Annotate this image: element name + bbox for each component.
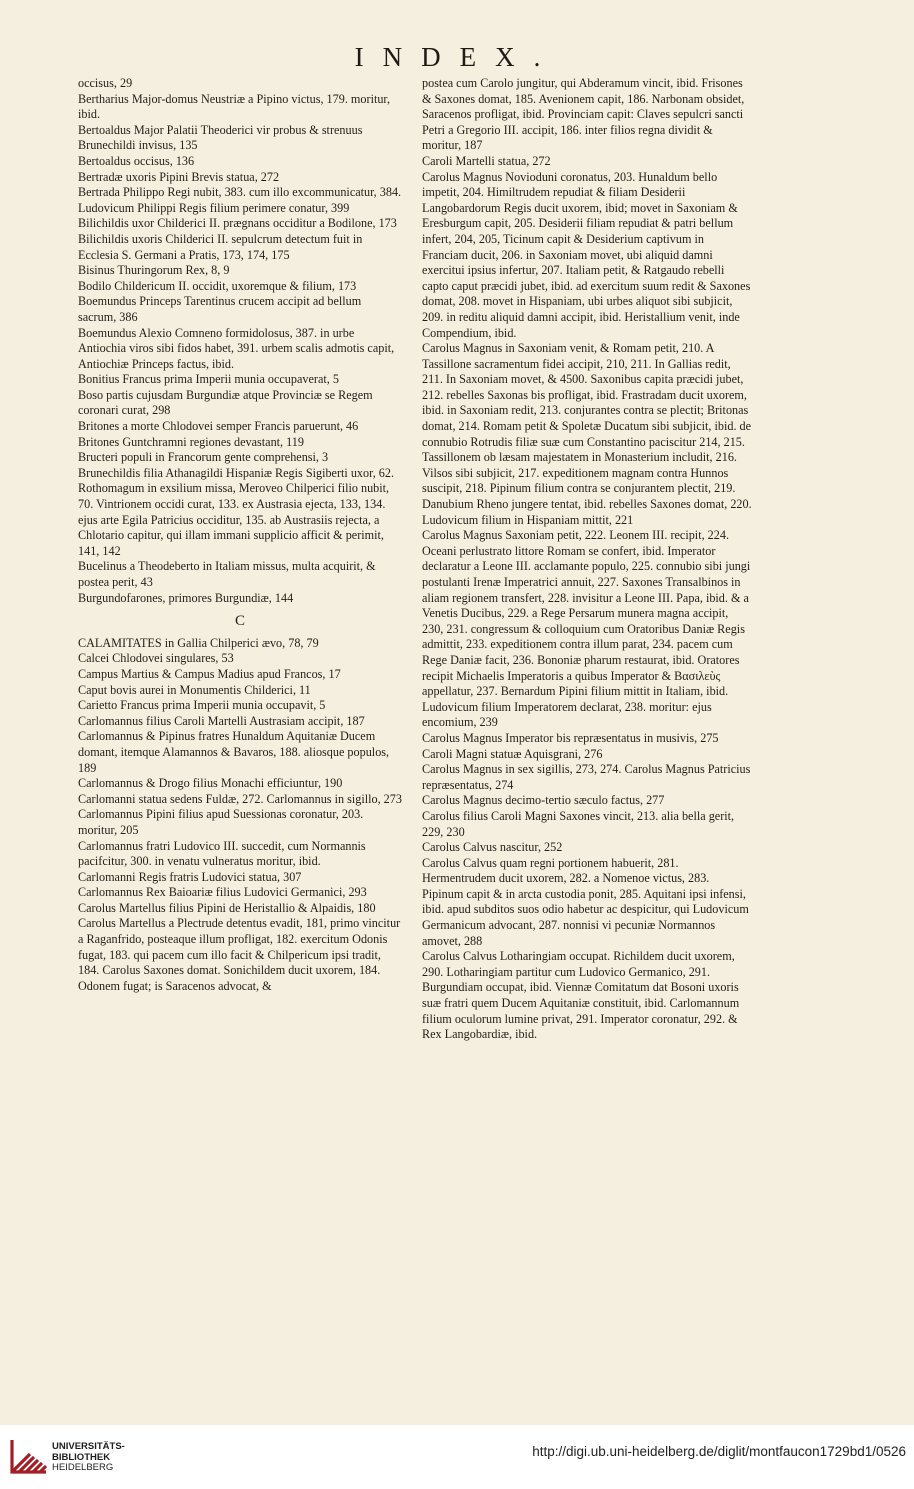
library-name-line: BIBLIOTHEK — [52, 1451, 111, 1463]
index-entry: Britones a morte Chlodovei semper Francis paruerunt, 46 — [78, 419, 359, 434]
index-entry: Caroli Magni statuæ Aquisgrani, 276 — [422, 746, 603, 761]
index-entry: Carlomannus filius Caroli Martelli Austrasiam accipit, 187 — [78, 713, 365, 728]
index-entry: Bisinus Thuringorum Rex, 8, 9 — [78, 263, 230, 278]
university-library-logo-icon — [10, 1438, 48, 1474]
index-entry: Bucelinus a Theodeberto in Italiam missus, multa acquirit, & postea perit, 43 — [78, 559, 376, 589]
index-entry: Bilichildis uxor Childerici II. prægnans occiditur a Bodilone, 173 — [78, 216, 397, 231]
index-entry: Carolus Magnus Imperator bis repræsentatus in musivis, 275 — [422, 730, 719, 745]
index-entry: Bertoaldus occisus, 136 — [78, 153, 195, 168]
index-entry: Carlomannus fratri Ludovico III. succedit, cum Normannis pacifcitur, 300. in venatu vulneratus moritur, ibid. — [78, 838, 366, 869]
index-entry: Caput bovis aurei in Monumentis Childerici, 11 — [78, 682, 311, 697]
index-entry: Carlomannus Pipini filius apud Suessionas coronatur, 203. moritur, 205 — [78, 807, 364, 837]
index-entry: Carolus Calvus quam regni portionem habuerit, 281. Hermentrudem ducit uxorem, 282. a Nomenoe victus, 283. Pipinum capit & in arcta custodia ponit, 285. Aquitani ipsi infensi, ibid. apud subditos suos odio habetur ac despicitur, qui Ludovicum Germanicum advocant, 287. nonnisi vi pecuniæ Normannos amovet, 288 — [422, 855, 749, 948]
index-entry: Carlomanni Regis fratris Ludovici statua, 307 — [78, 869, 302, 884]
index-entry: Carolus Magnus Novioduni coronatus, 203. Hunaldum bello impetit, 204. Himiltrudem repudiat & filiam Desiderii Langobardorum Regis ducit uxorem, ibid; movet in Saxoniam & Eresburgum capit, 205. Desiderii filiam repudiat & patri bellum infert, 204, 205, Ticinum capit & Desiderium captivum in Franciam ducit, 206. in Saxoniam movet, ubi aliquid damni exercitui ipsius infertur, 207. Italiam petit, & Ratgaudo rebelli capto caput præcidi jubet, ibid. ad exercitum suum redit & Saxones domat, 208. movet in Hispaniam, ubi urbes aliquot sibi subjicit, 209. in reditu aliquid damni accipit, ibid. Heristallium venit, inde Compendium, ibid. — [422, 169, 751, 340]
index-entry: Carolus Martellus filius Pipini de Heristallio & Alpaidis, 180 — [78, 900, 376, 915]
index-entry: CALAMITATES in Gallia Chilperici ævo, 78, 79 — [78, 635, 319, 650]
index-entry: Boso partis cujusdam Burgundiæ atque Provinciæ se Regem coronari curat, 298 — [78, 387, 373, 418]
index-entry: postea cum Carolo jungitur, qui Abderamum vincit, ibid. Frisones & Saxones domat, 185. Avenionem capit, 186. Narbonam obsidet, Saracenos profligat, ibid. Provinciam capit: Claves sepulcri sancti Petri a Gregorio III. accipit, 186. inter filios regna dividit & moritur, 187 — [422, 76, 745, 153]
index-entry: Carietto Francus prima Imperii munia occupavit, 5 — [78, 698, 326, 713]
index-entry: Bertradæ uxoris Pipini Brevis statua, 272 — [78, 169, 280, 184]
index-entry: Caroli Martelli statua, 272 — [422, 153, 551, 168]
index-entry: Carlomanni statua sedens Fuldæ, 272. Carlomannus in sigillo, 273 — [78, 791, 402, 806]
page-title: INDEX. — [354, 42, 560, 72]
index-entry: Carolus Magnus Saxoniam petit, 222. Leonem III. recipit, 224. Oceani perlustrato littore Romam se confert, ibid. Imperator declaratur a Leone III. acclamante populo, 225. connubio sibi jungi postulanti Irenæ Imperatrici annuit, 227. Saxones Transalbinos in aliam regionem transfert, 228. invisitur a Leone III. Papa, ibid. & a Venetis Ducibus, 229. a Rege Persarum munera magna accipit, 230, 231. congressum & colloquium cum Oratoribus Daniæ Regis admittit, 233. expeditionem contra illum parat, 234. pacem cum Rege Daniæ facit, 236. Bononiæ pharum restaurat, ibid. Oratores recipit Michaelis Imperatoris a quibus Imperator & Βασιλεὺς appellatur, 237. Bernardum Pipini filium mittit in Italiam, ibid. Ludovicum filium Imperatorem declarat, 238. moritur: ejus encomium, 239 — [422, 528, 751, 730]
index-entry: Bertoaldus Major Palatii Theoderici vir probus & strenuus Brunechildi invisus, 135 — [78, 122, 363, 153]
index-entry: Boemundus Princeps Tarentinus crucem accipit ad bellum sacrum, 386 — [78, 294, 362, 324]
index-entry: Carlomannus Rex Baioariæ filius Ludovici Germanici, 293 — [78, 885, 367, 900]
index-entry: Bodilo Childericum II. occidit, uxoremque & filium, 173 — [78, 278, 357, 293]
index-entry: Bilichildis uxoris Childerici II. sepulcrum detectum fuit in Ecclesia S. Germani a Pratis, 173, 174, 175 — [78, 231, 363, 262]
index-entry: Carolus Martellus a Plectrude detentus evadit, 181, primo vincitur a Raganfrido, posteaque illum profligat, 182. exercitum Odonis fugat, 183. qui pacem cum illo facit & Chilpericum ipsi tradit, 184. Carolus Saxones domat. Sonichildem ducit uxorem, 184. Odonem fugat; is Saracenos advocat, & — [78, 916, 401, 993]
library-name — [52, 1442, 125, 1474]
index-entry: Bructeri populi in Francorum gente comprehensi, 3 — [78, 450, 329, 465]
index-entry: Carolus Calvus Lotharingiam occupat. Richildem ducit uxorem, 290. Lotharingiam partitur cum Ludovico Germanico, 291. Burgundiam occupat, ibid. Viennæ Comitatum dat Bosoni uxoris suæ fratri quem Ducem Aquitaniæ constituit, ibid. Carlomannum filium oculorum lumine privat, 291. Imperator coronatur, 292. & Rex Langobardiæ, ibid. — [422, 949, 740, 1042]
index-entry: occisus, 29 — [78, 76, 133, 90]
index-entry: Britones Guntchramni regiones devastant, 119 — [78, 434, 304, 449]
index-entry: Carlomannus & Pipinus fratres Hunaldum Aquitaniæ Ducem domant, itemque Alamannos & Bavaros, 188. aliosque populos, 189 — [78, 729, 390, 775]
index-entry: Burgundofarones, primores Burgundiæ, 144 — [78, 590, 294, 605]
index-entry: Carolus filius Caroli Magni Saxones vincit, 213. alia bella gerit, 229, 230 — [422, 808, 735, 839]
index-column-right — [422, 76, 752, 1043]
section-letter: C — [234, 613, 245, 630]
library-name-line: UNIVERSITÄTS- — [52, 1441, 125, 1452]
permalink-url[interactable]: http://digi.ub.uni-heidelberg.de/diglit/montfaucon1729bd1/0526 — [532, 1444, 906, 1459]
index-entry: Bertharius Major-domus Neustriæ a Pipino victus, 179. moritur, ibid. — [78, 91, 391, 122]
index-entry: Brunechildis filia Athanagildi Hispaniæ Regis Sigiberti uxor, 62. Rothomagum in exsilium missa, Meroveo Chilperici filio nubit, 70. Vintrionem occidi curat, 133. ex Austrasia ejecta, 133, 134. ejus arte Egila Patricius occiditur, 135. ab Austrasiis rejecta, a Chlotario capitur, qui illam immani supplicio afficit & perimit, 141, 142 — [78, 465, 395, 558]
index-entry: Campus Martius & Campus Madius apud Francos, 17 — [78, 666, 341, 681]
index-entry: Carolus Magnus in Saxoniam venit, & Romam petit, 210. A Tassillone sacramentum fidei accipit, 210, 211. In Gallias redit, 211. In Saxoniam movet, & 4500. Saxonibus capita præcidi jubet, 212. rebelles Saxonas bis profligat, ibid. Frastradam ducit uxorem, ibid. in Saxoniam redit, 213. conjurantes contra se plectit; Britonas domat, 214. Romam petit & Spoletæ Ducatum sibi subjicit, ibid. de connubio Rotrudis filiæ suæ cum Constantino paciscitur 214, 215. Tassillonem ob læsam majestatem in Monasterium includit, 216. Vilsos sibi subjicit, 217. expeditionem magnam contra Hunnos suscipit, 218. Pipinum filium contra se conjurantem plectit, 219. Danubium Rheno jungere tentat, ibid. rebelles Saxones domat, 220. Ludovicum filium in Hispaniam mittit, 221 — [422, 341, 752, 527]
index-entry: Carolus Magnus in sex sigillis, 273, 274. Carolus Magnus Patricius repræsentatus, 274 — [422, 762, 751, 792]
index-entry: Bonitius Francus prima Imperii munia occupaverat, 5 — [78, 372, 339, 387]
index-entry: Boemundus Alexio Comneno formidolosus, 387. in urbe Antiochia viros sibi fidos habet, 391. urbem scalis admotis capit, Antiochiæ Princeps factus, ibid. — [78, 325, 395, 371]
viewer-footer — [0, 1425, 914, 1489]
index-entry: Bertrada Philippo Regi nubit, 383. cum illo excommunicatur, 384. Ludovicum Philippi Regis filium perimere conatur, 399 — [78, 185, 402, 215]
library-name-line: HEIDELBERG — [52, 1462, 114, 1473]
index-entry: Carolus Magnus decimo-tertio sæculo factus, 277 — [422, 793, 665, 808]
index-entry: Calcei Chlodovei singulares, 53 — [78, 651, 234, 666]
index-column-left — [78, 76, 402, 994]
index-entry: Carlomannus & Drogo filius Monachi efficiuntur, 190 — [78, 776, 343, 791]
index-entry: Carolus Calvus nascitur, 252 — [422, 840, 563, 855]
